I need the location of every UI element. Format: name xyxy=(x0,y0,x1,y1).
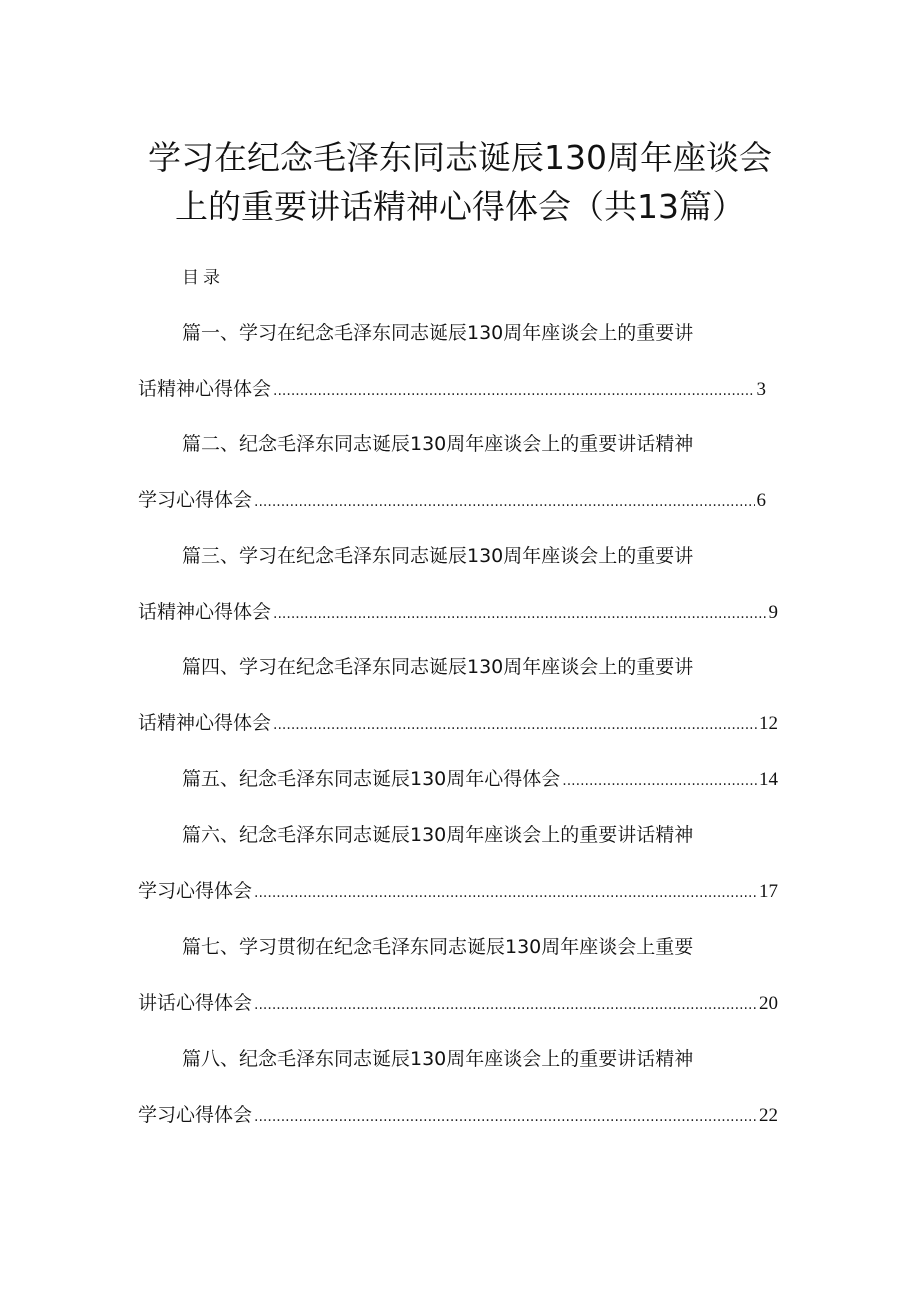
dot-leader xyxy=(273,601,766,627)
toc-entry-4-continuation[interactable] xyxy=(138,710,778,738)
toc-page-number: 22 xyxy=(759,1105,778,1126)
dot-leader xyxy=(254,489,754,515)
toc-page-number: 9 xyxy=(768,602,778,623)
toc-page-number: 20 xyxy=(759,993,778,1014)
toc-entry-text: 话精神心得体会 xyxy=(138,378,272,400)
toc-entry-4-title[interactable]: 篇四、学习在纪念毛泽东同志诞辰130周年座谈会上的重要讲 xyxy=(182,656,694,678)
dot-leader xyxy=(562,768,757,794)
toc-entry-text: 讲话心得体会 xyxy=(138,992,253,1014)
toc-entry-text: 话精神心得体会 xyxy=(138,712,272,734)
toc-entry-8-title[interactable]: 篇八、纪念毛泽东同志诞辰130周年座谈会上的重要讲话精神 xyxy=(182,1048,694,1070)
toc-entry-text: 学习心得体会 xyxy=(138,489,253,511)
toc-entry-2-title[interactable]: 篇二、纪念毛泽东同志诞辰130周年座谈会上的重要讲话精神 xyxy=(182,433,694,455)
toc-entry-2-continuation[interactable] xyxy=(138,487,766,515)
dot-leader xyxy=(273,378,754,404)
dot-leader xyxy=(273,712,757,738)
toc-entry-5[interactable] xyxy=(182,766,778,794)
toc-entry-7-title[interactable]: 篇七、学习贯彻在纪念毛泽东同志诞辰130周年座谈会上重要 xyxy=(182,936,694,958)
toc-entry-text: 篇五、纪念毛泽东同志诞辰130周年心得体会 xyxy=(182,768,561,790)
toc-entry-text: 学习心得体会 xyxy=(138,1104,253,1126)
dot-leader xyxy=(254,1104,757,1130)
toc-entry-1-continuation[interactable] xyxy=(138,376,766,404)
toc-page-number: 17 xyxy=(759,881,778,902)
toc-page-number: 3 xyxy=(756,379,766,400)
toc-entry-text: 学习心得体会 xyxy=(138,880,253,902)
document-title-line-1: 学习在纪念毛泽东同志诞辰130周年座谈会 xyxy=(148,138,772,177)
document-title-line-2: 上的重要讲话精神心得体会（共13篇） xyxy=(175,187,745,226)
toc-entry-3-continuation[interactable] xyxy=(138,599,778,627)
toc-entry-8-continuation[interactable] xyxy=(138,1102,778,1130)
toc-entry-1-title[interactable]: 篇一、学习在纪念毛泽东同志诞辰130周年座谈会上的重要讲 xyxy=(182,322,694,344)
toc-page-number: 12 xyxy=(759,713,778,734)
dot-leader xyxy=(254,880,757,906)
toc-entry-7-continuation[interactable] xyxy=(138,990,778,1018)
toc-entry-3-title[interactable]: 篇三、学习在纪念毛泽东同志诞辰130周年座谈会上的重要讲 xyxy=(182,545,694,567)
toc-page-number: 14 xyxy=(759,769,778,790)
toc-page-number: 6 xyxy=(756,490,766,511)
dot-leader xyxy=(254,992,757,1018)
toc-entry-6-continuation[interactable] xyxy=(138,878,778,906)
toc-entry-6-title[interactable]: 篇六、纪念毛泽东同志诞辰130周年座谈会上的重要讲话精神 xyxy=(182,824,694,846)
toc-entry-text: 话精神心得体会 xyxy=(138,601,272,623)
toc-heading: 目录 xyxy=(182,268,224,288)
